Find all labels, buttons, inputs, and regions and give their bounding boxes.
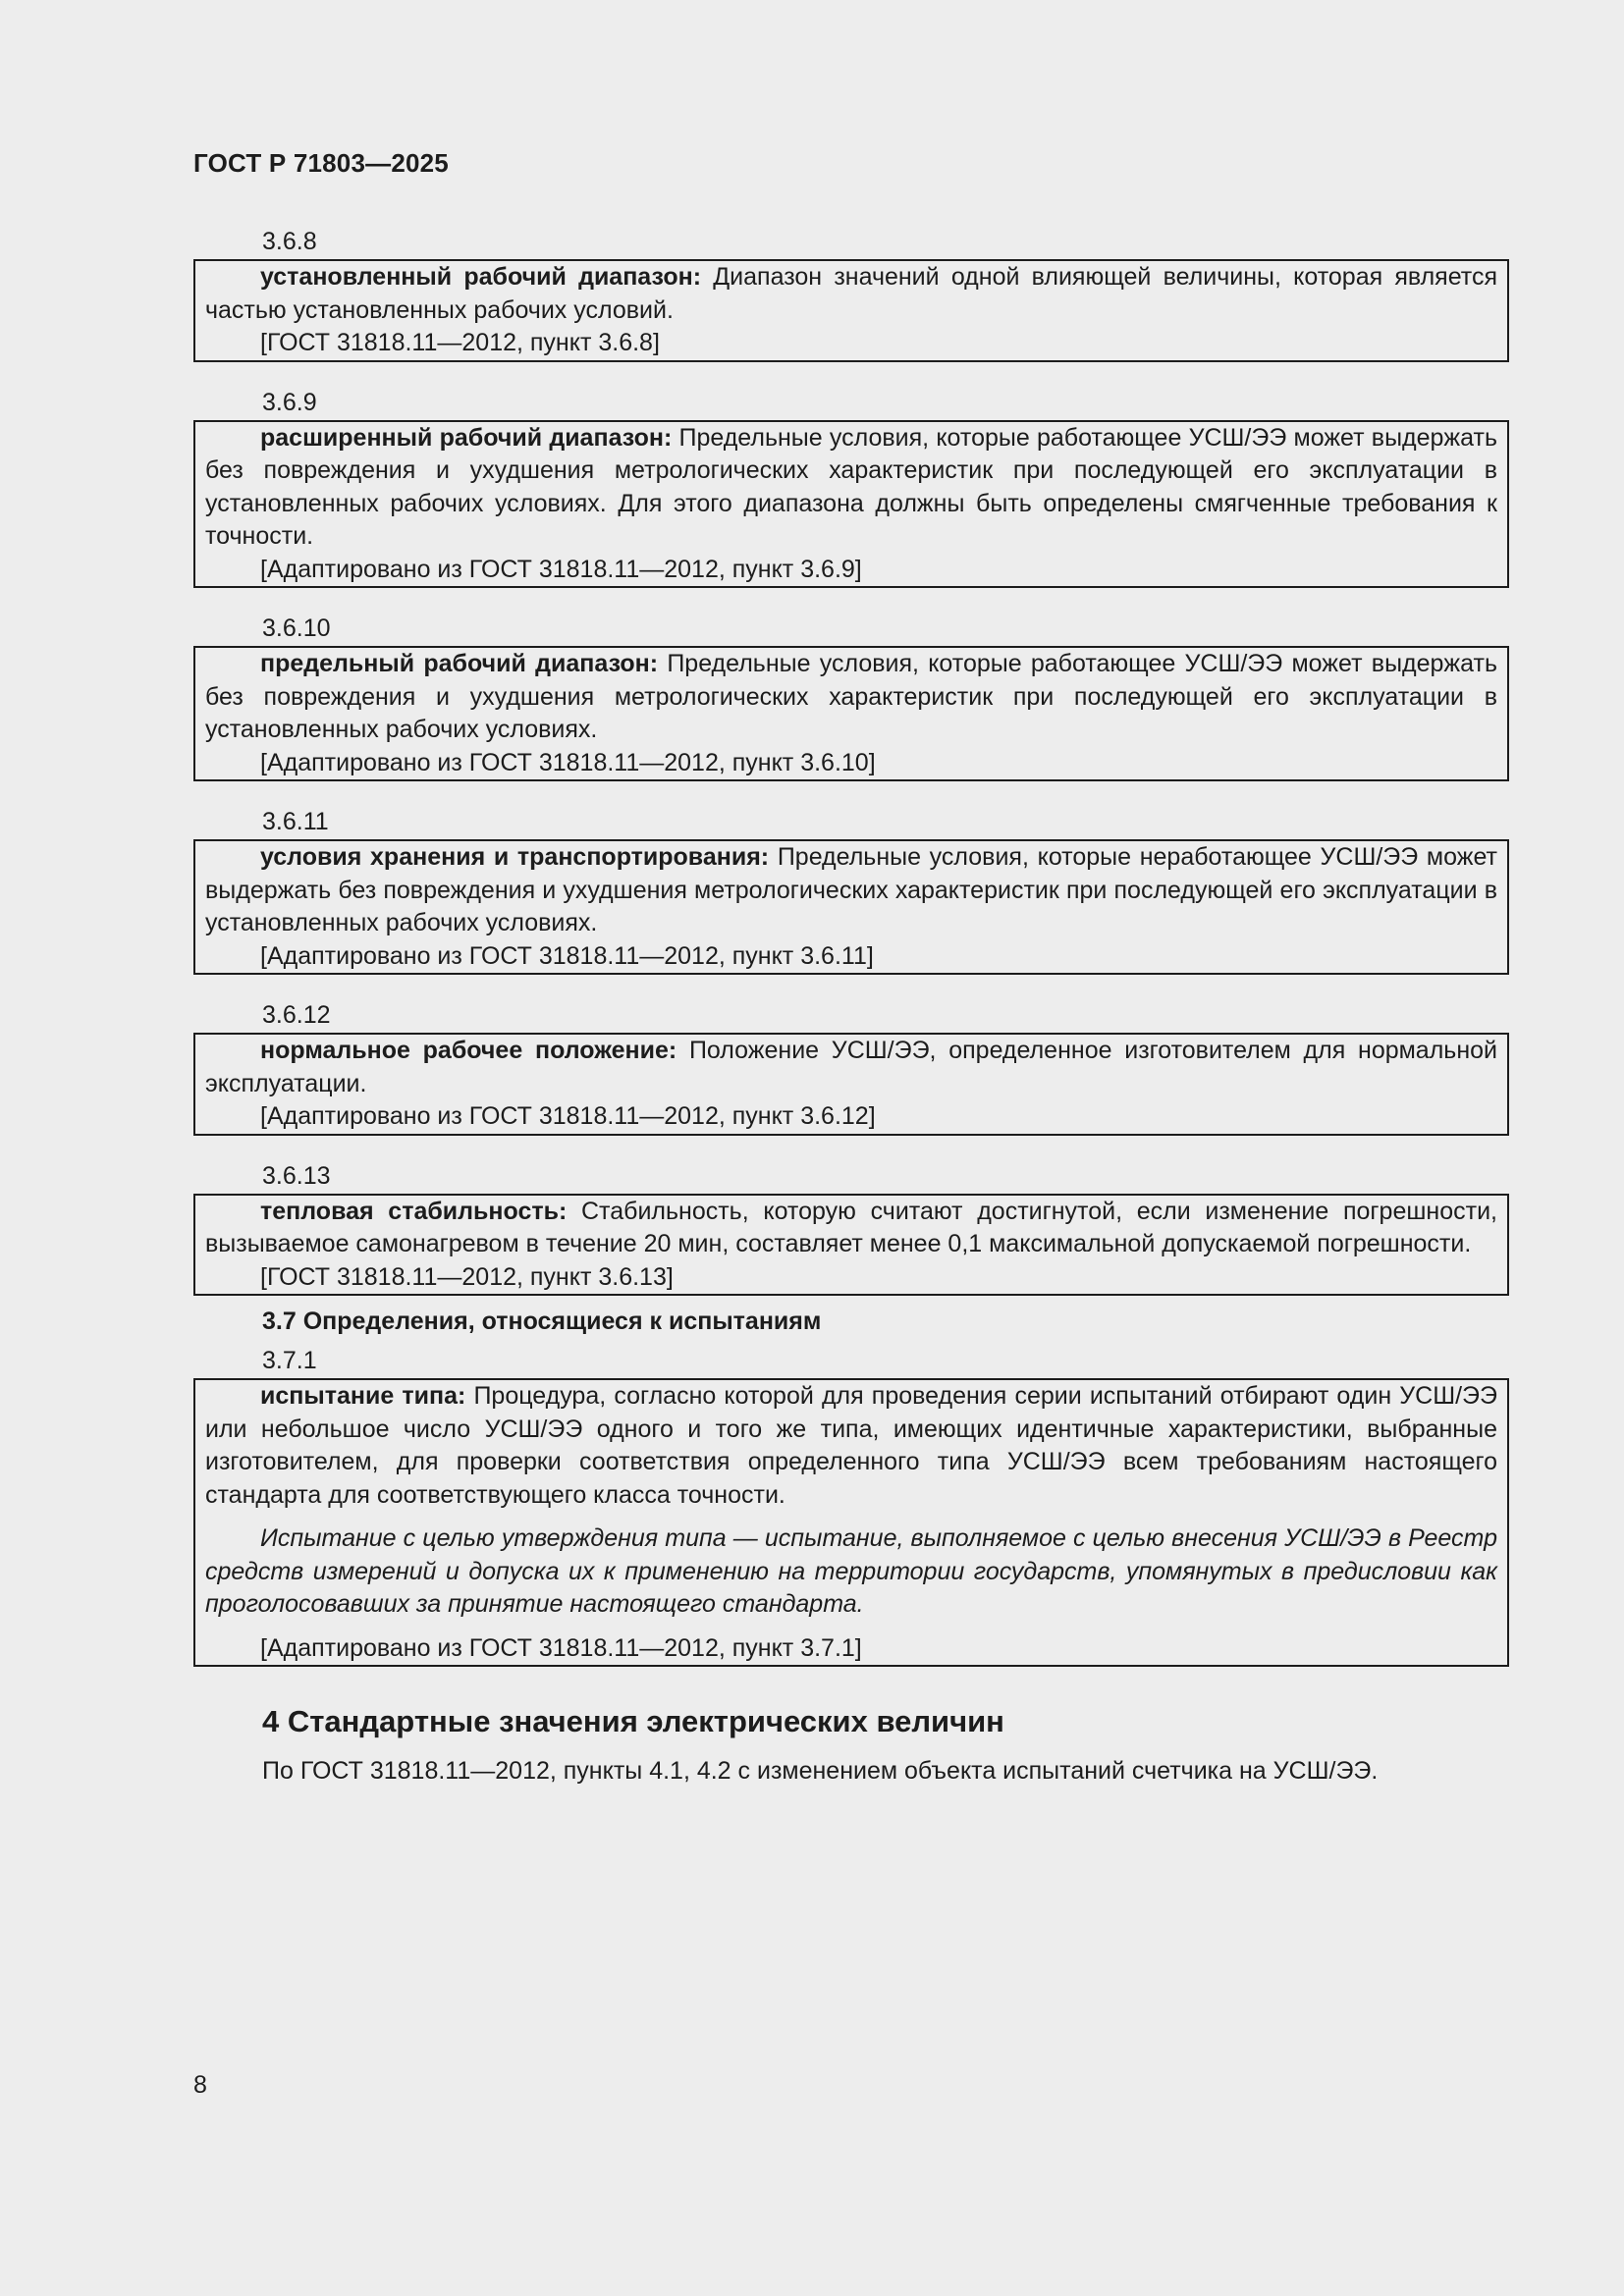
term-definition-text: Предельные условия, которые работающее УСШ/ЭЭ может выдержать без повреждения и ухудшения метрологических характеристик при последующей его эксплуатации в установленных рабочих условиях. Для этого диапазона должны быть определены смягченные требования к точности. [205,423,1497,550]
page-number: 8 [193,2071,207,2099]
term-definition [205,261,1497,327]
term-definition [205,1035,1497,1100]
term-name: испытание типа: [260,1382,466,1410]
term-name: нормальное рабочее положение: [260,1037,677,1064]
term-source: [Адаптировано из ГОСТ 31818.11—2012, пункт 3.7.1] [260,1633,862,1662]
term-box [193,259,1509,362]
subsection-title: 3.7 Определения, относящиеся к испытаниям [262,1308,822,1335]
term-source: [ГОСТ 31818.11—2012, пункт 3.6.13] [260,1262,674,1291]
term-definition-text: Предельные условия, которые неработающее УСШ/ЭЭ может выдержать без повреждения и ухудшения метрологических характеристик при последующей его эксплуатации в установленных рабочих условиях. [205,843,1497,936]
term-box [193,1033,1509,1136]
term-number: 3.6.11 [262,808,329,835]
term-definition-text: Стабильность, которую считают достигнутой, если изменение погрешности, вызываемое самонагревом в течение 20 мин, составляет менее 0,1 максимальной допускаемой погрешности. [205,1197,1497,1257]
term-definition-text: Предельные условия, которые работающее УСШ/ЭЭ может выдержать без повреждения и ухудшения метрологических характеристик при последующей его эксплуатации в установленных рабочих условиях. [205,650,1497,743]
term-definition [205,1380,1497,1512]
term-name: расширенный рабочий диапазон: [260,423,673,452]
term-number: 3.6.12 [262,1001,331,1029]
term-source: [Адаптировано из ГОСТ 31818.11—2012, пункт 3.6.12] [260,1102,876,1130]
term-box [193,1378,1509,1667]
term-box [193,420,1509,589]
term-box [193,646,1509,781]
term-number: 3.6.9 [262,388,317,416]
term-number: 3.6.10 [262,614,331,642]
term-name: тепловая стабильность: [260,1197,568,1225]
document-code: ГОСТ Р 71803—2025 [193,148,449,178]
term-name: условия хранения и транспортирования: [260,843,770,871]
page-content [193,224,1509,1789]
term-definition [205,648,1497,747]
term-definition [205,422,1497,554]
term-number: 3.6.13 [262,1161,331,1190]
term-source: [Адаптировано из ГОСТ 31818.11—2012, пункт 3.6.11] [260,941,874,970]
term-definition-text: Положение УСШ/ЭЭ, определенное изготовителем для нормальной эксплуатации. [205,1037,1498,1097]
term-definition-text: Процедура, согласно которой для проведения серии испытаний отбирают один УСШ/ЭЭ или небольшое число УСШ/ЭЭ одного и того же типа, имеющих идентичные характеристики, выбранные изготовителем, для проверки соответствия определенного типа УСШ/ЭЭ всем требованиям настоящего стандарта для соответствующего класса точности. [205,1382,1497,1509]
section-title: 4 Стандартные значения электрических величин [262,1704,1004,1738]
section-text: По ГОСТ 31818.11—2012, пункты 4.1, 4.2 с изменением объекта испытаний счетчика на УСШ/ЭЭ. [262,1757,1379,1785]
term-source: [Адаптировано из ГОСТ 31818.11—2012, пункт 3.6.10] [260,748,876,776]
term-source: [ГОСТ 31818.11—2012, пункт 3.6.8] [260,329,660,356]
term-box [193,1194,1509,1297]
term-box [193,839,1509,975]
term-definition [205,1196,1497,1261]
term-number: 3.7.1 [262,1347,317,1374]
term-number: 3.6.8 [262,228,317,255]
term-definition [205,841,1497,940]
term-name: установленный рабочий диапазон: [260,263,702,291]
term-note: Испытание с целью утверждения типа — испытание, выполняемое с целью внесения УСШ/ЭЭ в Реестр средств измерений и допуска их к применению на территории государств, упомянутых в предисловии как проголосовавших за принятие настоящего стандарта. [205,1524,1497,1618]
term-source: [Адаптировано из ГОСТ 31818.11—2012, пункт 3.6.9] [260,555,862,583]
term-definition-text: Диапазон значений одной влияющей величины, которая является частью установленных рабочих условий. [205,263,1497,324]
term-name: предельный рабочий диапазон: [260,650,659,677]
